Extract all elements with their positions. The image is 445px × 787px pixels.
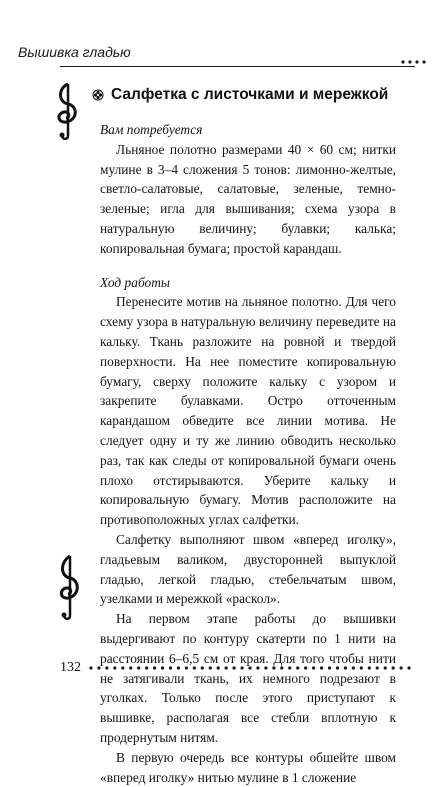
procedure-paragraph: В первую очередь все контуры обшейте швом «вперед иголку» нитью мулине в 1 сложение	[100, 749, 396, 785]
header-rule	[60, 66, 415, 67]
procedure-paragraph: На первом этапе работы до вышивки выдергивают по контуру скатерти по 1 нити на расстоянии 6–6,5 см от края. Для того чтобы нити не затягивали ткань, их немного подрезают в уголках. Только после этого приступают к вышивке, располагая все стебли вплотную к продернутым нитям.	[100, 611, 396, 745]
treble-clef-flourish-icon	[52, 80, 84, 140]
running-head: Вышивка гладью	[18, 44, 131, 60]
footer-dots-ornament	[87, 664, 415, 672]
article-title: Салфетка с листочками и мережкой	[111, 86, 389, 103]
page-number: 132	[60, 660, 81, 675]
procedure-paragraph: Перенесите мотив на льняное полотно. Для чего схему узора в натуральную величину переведите на кальку. Ткань разложите на ровной и твердой поверхности. На нее поместите копировальную бумагу, сверху положите кальку с узором и закрепите булавками. Остро отточенным карандашом обведите все линии мотива. Не следует одну и ту же линию обводить несколько раз, так как следы от копировальной бумаги очень плохо отстирываются. Уберите кальку и копировальную бумагу. Мотив расположите на противоположных углах салфетки.	[100, 294, 396, 528]
procedure-paragraph: Салфетку выполняют швом «вперед иголку», гладьевым валиком, двусторонней выпуклой гладью, легкой гладью, стебельчатым швом, узелками и мережкой «раскол».	[100, 531, 396, 607]
title-row	[92, 86, 388, 104]
flower-bullet-icon	[92, 89, 104, 101]
procedure-heading: Ход работы	[100, 274, 170, 290]
materials-heading: Вам потребуется	[100, 122, 203, 137]
header-dots-ornament	[400, 58, 430, 66]
page-footer	[60, 660, 415, 676]
treble-clef-flourish-icon	[56, 552, 84, 622]
materials-text: Льняное полотно размерами 40 × 60 см; нитки мулине в 3–4 сложения 5 тонов: лимонно-желтые, светло-салатовые, салатовые, зеленые, темно-зеленые; игла для вышивания; схема узора в натуральную величину; булавки; калька; копировальная бумага; простой карандаш.	[100, 141, 396, 256]
article-body	[100, 120, 396, 787]
